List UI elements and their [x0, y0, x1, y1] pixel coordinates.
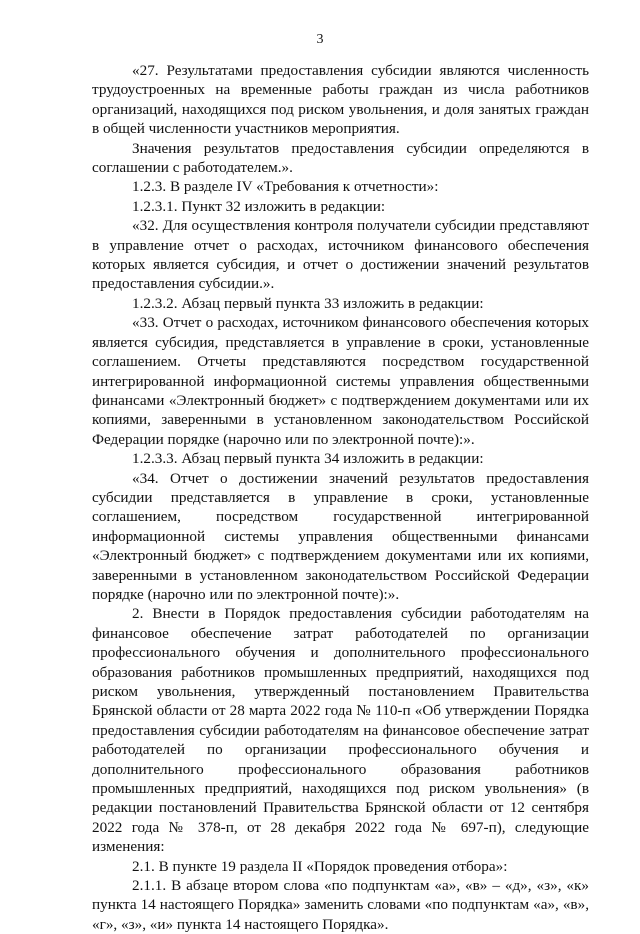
page-number: 3	[316, 32, 324, 47]
paragraph-1-2-3: 1.2.3. В разделе IV «Требования к отчетности»:	[132, 178, 439, 196]
paragraph-item-32: «32. Для осуществления контроля получатели субсидии представляют в управление отчет о расходах, источником финансового обеспечения которых является субсидия, и отчет о достижении значений результатов предоставления субсидии.».	[92, 217, 589, 293]
paragraph-1-2-3-1: 1.2.3.1. Пункт 32 изложить в редакции:	[132, 197, 386, 215]
paragraph-item-33: «33. Отчет о расходах, источником финансового обеспечения которых является субсидия, представляется в управление в сроки, установленные соглашением. Отчеты представляются посредством государственной интегрированной информационной системы управления общественными финансами «Электронный бюджет» с подтверждением документами или их копиями, заверенными в установленном законодательством Российской Федерации порядке (нарочно или по электронной почте):».	[92, 314, 589, 448]
paragraph-1-2-3-3: 1.2.3.3. Абзац первый пункта 34 изложить в редакции:	[132, 450, 484, 468]
paragraph-item-34: «34. Отчет о достижении значений результатов предоставления субсидии представляется в управление в сроки, установленные соглашением, посредством государственной интегрированной информационной системы управления общественными финансами «Электронный бюджет» с подтверждением документами или их копиями, заверенными в установленном законодательством Российской Федерации порядке (нарочно или по электронной почте):».	[92, 469, 589, 603]
paragraph-1-2-3-2: 1.2.3.2. Абзац первый пункта 33 изложить в редакции:	[132, 294, 484, 312]
paragraph-results-values: Значения результатов предоставления субсидии определяются в соглашении с работодателем.».	[92, 139, 589, 177]
paragraph-2-1: 2.1. В пункте 19 раздела II «Порядок проведения отбора»:	[132, 857, 508, 875]
paragraph-section-2: 2. Внести в Порядок предоставления субсидии работодателям на финансовое обеспечение затрат работодателей по организации профессионального обучения и дополнительного профессионального образования работников промышленных предприятий, находящихся под риском увольнения, утвержденный постановлением Правительства Брянской области от 28 марта 2022 года № 110-п «Об утверждении Порядка предоставления субсидии работодателям на финансовое обеспечение затрат работодателей по организации профессионального обучения и дополнительного профессионального образования работников промышленных предприятий, находящихся под риском увольнения» (в редакции постановлений Правительства Брянской области от 12 сентября 2022 года № 378-п, от 28 декабря 2022 года № 697-п), следующие изменения:	[92, 605, 589, 856]
paragraph-2-1-1: 2.1.1. В абзаце втором слова «по подпунктам «а», «в» – «д», «з», «к» пункта 14 настоящего Порядка» заменить словами «по подпунктам «а», «в», «г», «з», «и» пункта 14 настоящего Порядка».	[92, 877, 589, 933]
paragraph-item-27: «27. Результатами предоставления субсидии являются численность трудоустроенных на временные работы граждан из числа работников организаций, находящихся под риском увольнения, и доля занятых граждан в общей численности участников мероприятия.	[92, 62, 589, 138]
document-body	[92, 61, 589, 934]
